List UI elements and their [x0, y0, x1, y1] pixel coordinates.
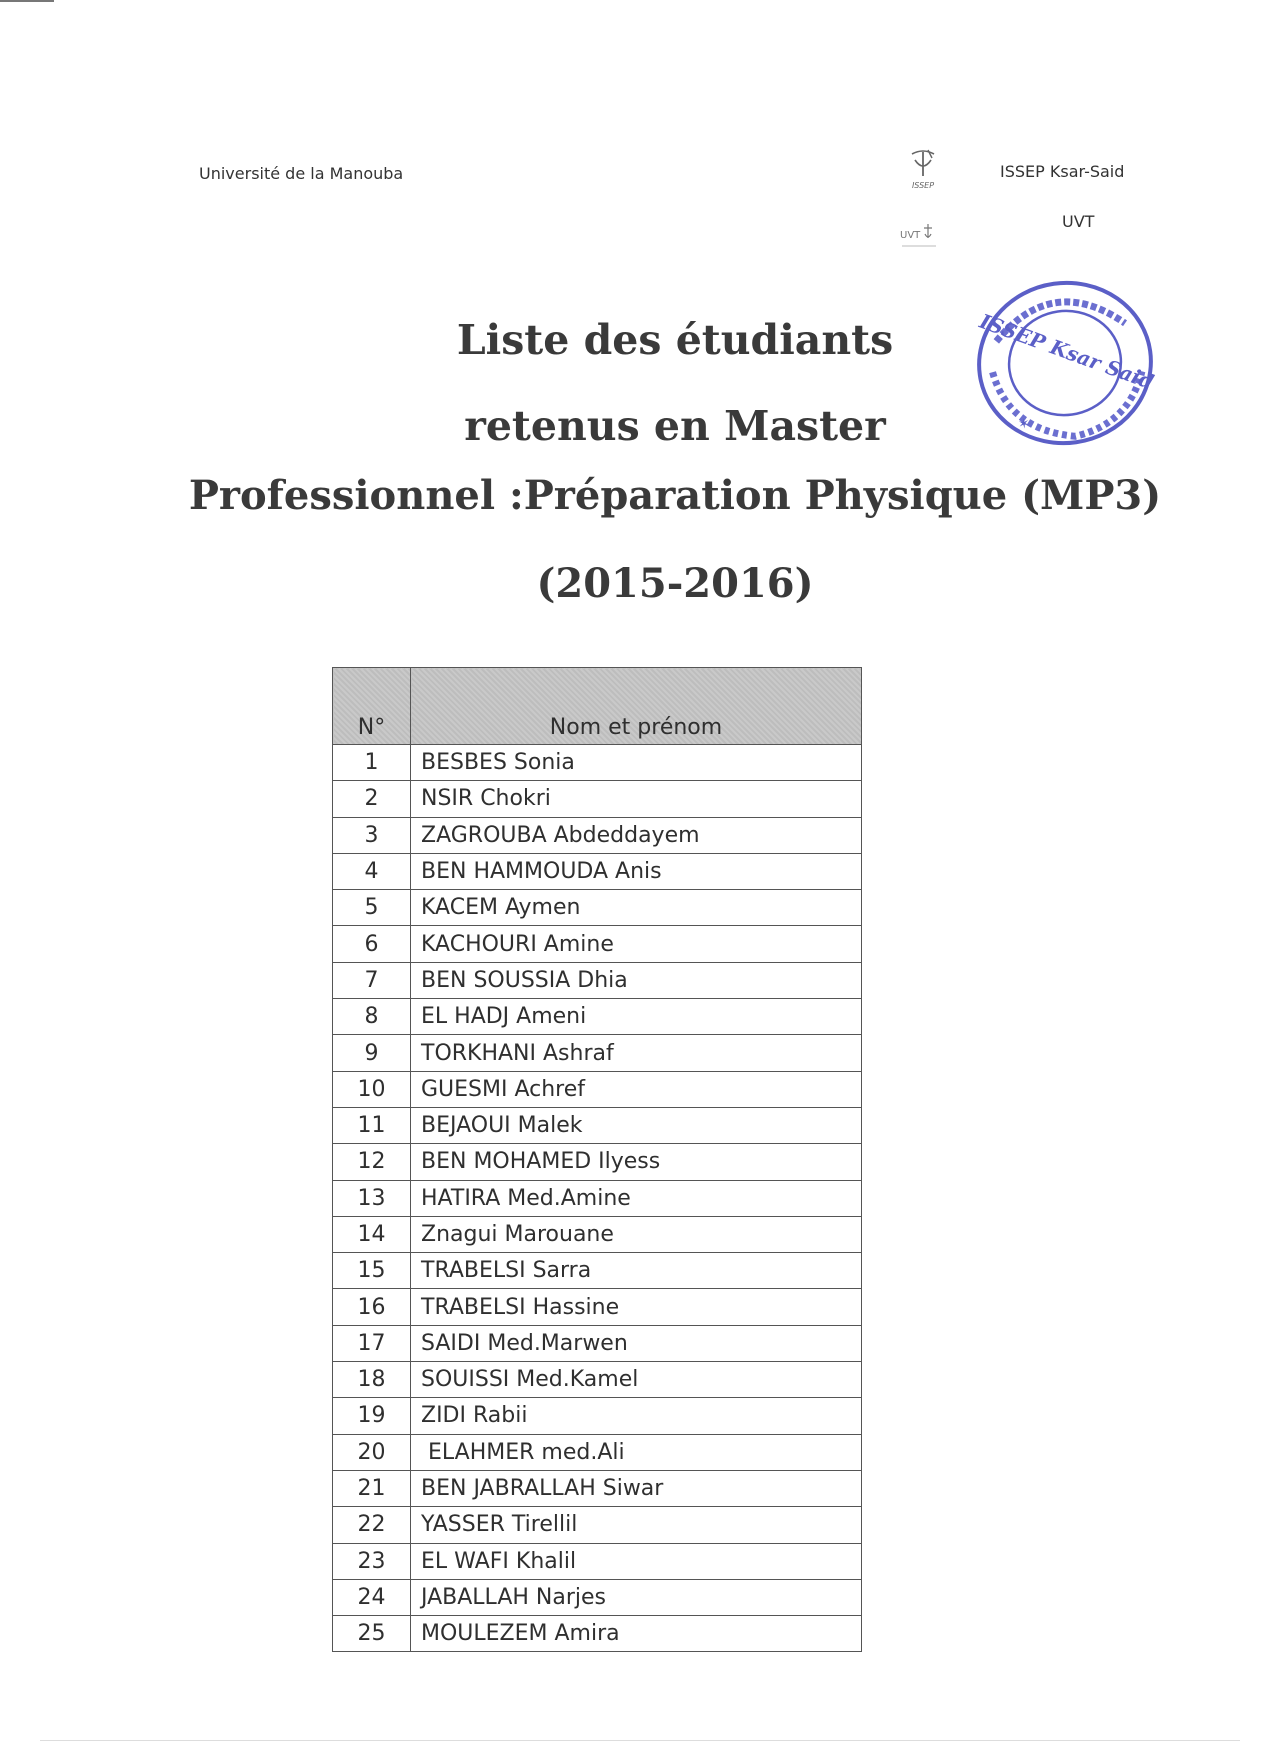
row-number: 18: [333, 1362, 411, 1398]
row-number: 23: [333, 1543, 411, 1579]
students-table-body: [333, 745, 862, 1652]
row-number: 9: [333, 1035, 411, 1071]
row-number: 10: [333, 1071, 411, 1107]
title-line-2: retenus en Master: [464, 402, 886, 450]
table-row: [333, 781, 862, 817]
table-row: [333, 1434, 862, 1470]
institute-name: ISSEP Ksar-Said: [1000, 162, 1125, 181]
row-number: 24: [333, 1579, 411, 1615]
svg-text:✶: ✶: [1017, 415, 1031, 434]
table-row: [333, 926, 862, 962]
student-name: ZAGROUBA Abdeddayem: [411, 817, 862, 853]
row-number: 2: [333, 781, 411, 817]
table-row: [333, 999, 862, 1035]
student-name: ZIDI Rabii: [411, 1398, 862, 1434]
student-name: BEN MOHAMED Ilyess: [411, 1144, 862, 1180]
table-row: [333, 1289, 862, 1325]
table-row: [333, 1398, 862, 1434]
column-header-name: Nom et prénom: [411, 668, 862, 745]
column-header-number: N°: [333, 668, 411, 745]
student-name: TORKHANI Ashraf: [411, 1035, 862, 1071]
row-number: 11: [333, 1107, 411, 1143]
student-name: JABALLAH Narjes: [411, 1579, 862, 1615]
row-number: 16: [333, 1289, 411, 1325]
title-line-1: Liste des étudiants: [456, 316, 894, 364]
students-table: [332, 667, 862, 1652]
table-row: [333, 1543, 862, 1579]
row-number: 20: [333, 1434, 411, 1470]
university-name: Université de la Manouba: [199, 164, 404, 183]
row-number: 14: [333, 1216, 411, 1252]
student-name: BESBES Sonia: [411, 745, 862, 781]
student-name: SOUISSI Med.Kamel: [411, 1362, 862, 1398]
table-header-row: [333, 668, 862, 745]
title-year: (2015-2016): [536, 560, 814, 607]
student-name: EL WAFI Khalil: [411, 1543, 862, 1579]
student-name: EL HADJ Ameni: [411, 999, 862, 1035]
issep-logo-icon: [898, 146, 948, 192]
svg-text:UVT: UVT: [900, 230, 921, 241]
table-row: [333, 745, 862, 781]
table-row: [333, 1470, 862, 1506]
student-name: Znagui Marouane: [411, 1216, 862, 1252]
table-row: [333, 1035, 862, 1071]
row-number: 13: [333, 1180, 411, 1216]
table-row: [333, 1616, 862, 1652]
svg-text:ISSEP: ISSEP: [911, 181, 935, 190]
uvt-name: UVT: [1062, 212, 1095, 231]
row-number: 1: [333, 745, 411, 781]
row-number: 8: [333, 999, 411, 1035]
table-row: [333, 817, 862, 853]
row-number: 12: [333, 1144, 411, 1180]
student-name: ELAHMER med.Ali: [411, 1434, 862, 1470]
table-row: [333, 853, 862, 889]
table-row: [333, 1107, 862, 1143]
row-number: 15: [333, 1253, 411, 1289]
table-row: [333, 1144, 862, 1180]
table-row: [333, 1507, 862, 1543]
student-name: BEJAOUI Malek: [411, 1107, 862, 1143]
row-number: 3: [333, 817, 411, 853]
student-name: SAIDI Med.Marwen: [411, 1325, 862, 1361]
row-number: 21: [333, 1470, 411, 1506]
uvt-logo-icon: [898, 218, 940, 252]
student-name: TRABELSI Sarra: [411, 1253, 862, 1289]
row-number: 19: [333, 1398, 411, 1434]
student-name: YASSER Tirellil: [411, 1507, 862, 1543]
scan-edge-line: [40, 1740, 1240, 1741]
student-name: GUESMI Achref: [411, 1071, 862, 1107]
student-name: BEN SOUSSIA Dhia: [411, 962, 862, 998]
row-number: 25: [333, 1616, 411, 1652]
student-name: HATIRA Med.Amine: [411, 1180, 862, 1216]
student-name: TRABELSI Hassine: [411, 1289, 862, 1325]
row-number: 6: [333, 926, 411, 962]
student-name: NSIR Chokri: [411, 781, 862, 817]
table-row: [333, 1216, 862, 1252]
table-row: [333, 962, 862, 998]
table-row: [333, 1071, 862, 1107]
student-name: BEN JABRALLAH Siwar: [411, 1470, 862, 1506]
row-number: 7: [333, 962, 411, 998]
row-number: 22: [333, 1507, 411, 1543]
svg-text:ISSEP Ksar Said: ISSEP Ksar Said: [976, 308, 1157, 395]
student-name: KACHOURI Amine: [411, 926, 862, 962]
row-number: 17: [333, 1325, 411, 1361]
table-row: [333, 1325, 862, 1361]
table-row: [333, 1180, 862, 1216]
scan-mark: [0, 0, 54, 2]
table-row: [333, 1579, 862, 1615]
student-name: KACEM Aymen: [411, 890, 862, 926]
title-line-3: Professionnel :Préparation Physique (MP3): [188, 472, 1162, 519]
row-number: 5: [333, 890, 411, 926]
student-name: MOULEZEM Amira: [411, 1616, 862, 1652]
table-row: [333, 1362, 862, 1398]
table-row: [333, 1253, 862, 1289]
student-name: BEN HAMMOUDA Anis: [411, 853, 862, 889]
row-number: 4: [333, 853, 411, 889]
table-row: [333, 890, 862, 926]
